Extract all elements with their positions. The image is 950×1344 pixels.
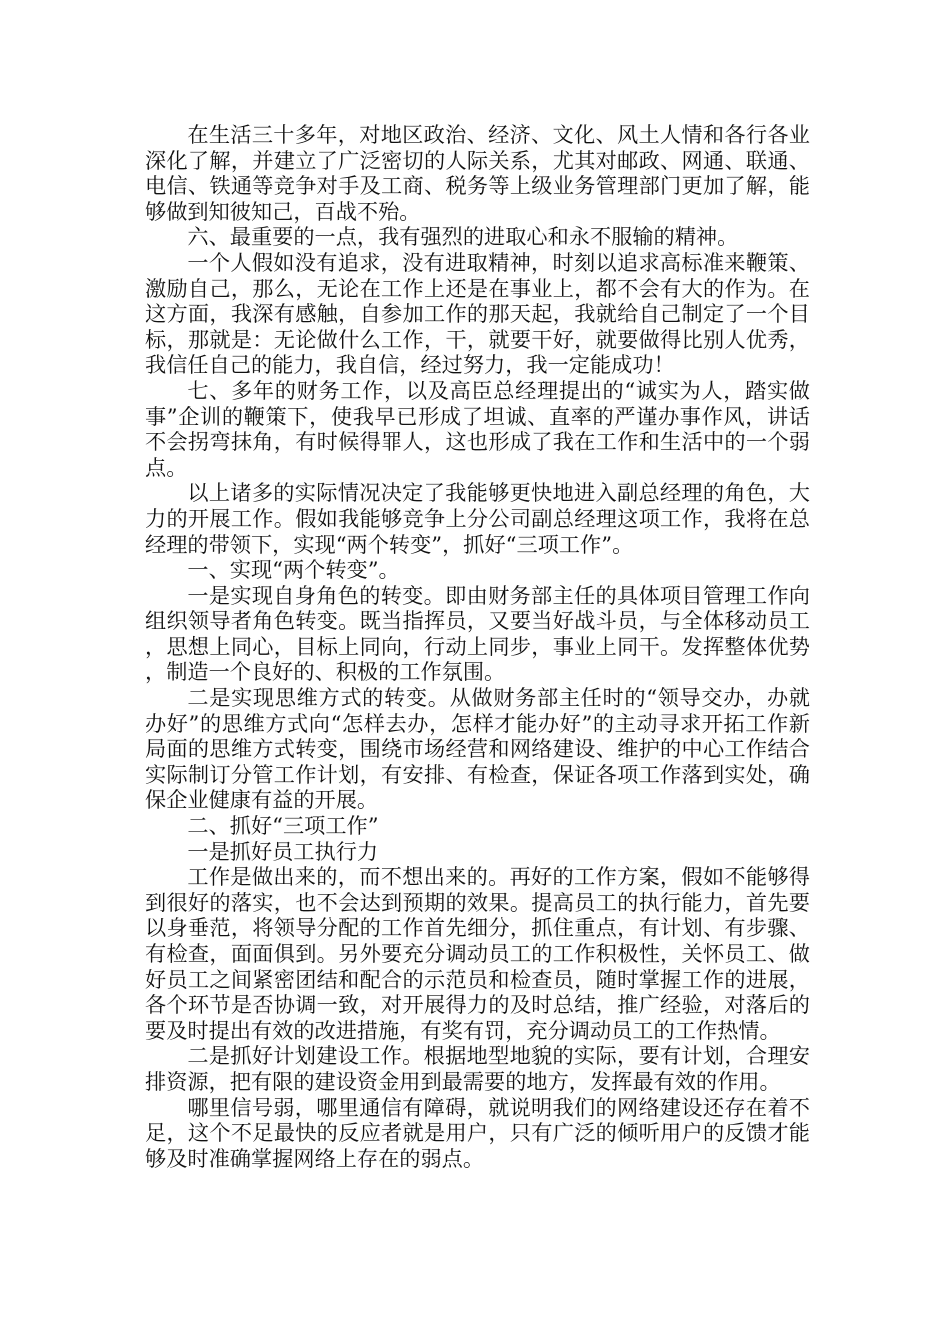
paragraph-7: 一是实现自身角色的转变。即由财务部主任的具体项目管理工作向组织领导者角色转变。既当指挥员，又要当好战斗员，与全体移动员工，思想上同心，目标上同向，行动上同步，事业上同干。发挥整体优势，制造一个良好的、积极的工作氛围。 [145, 582, 810, 685]
paragraph-1: 在生活三十多年，对地区政治、经济、文化、风土人情和各行各业深化了解，并建立了广泛密切的人际关系，尤其对邮政、网通、联通、电信、铁通等竞争对手及工商、税务等上级业务管理部门更加了解，能够做到知彼知己，百战不殆。 [145, 122, 810, 224]
document-body [145, 122, 810, 1171]
section-heading-1: 一、实现“两个转变”。 [187, 557, 400, 583]
subsection-heading-1: 一是抓好员工执行力 [187, 838, 379, 864]
paragraph-5: 以上诸多的实际情况决定了我能够更快地进入副总经理的角色，大力的开展工作。假如我能够竞争上分公司副总经理这项工作，我将在总经理的带领下，实现“两个转变”，抓好“三项工作”。 [145, 480, 810, 557]
paragraph-4: 七、多年的财务工作，以及高臣总经理提出的“诚实为人，踏实做事”企训的鞭策下，使我早已形成了坦诚、直率的严谨办事作风，讲话不会拐弯抹角，有时候得罪人，这也形成了我在工作和生活中的一个弱点。 [145, 377, 810, 480]
section-heading-2: 二、抓好“三项工作” [187, 813, 379, 839]
paragraph-8: 二是实现思维方式的转变。从做财务部主任时的“领导交办，办就办好”的思维方式向“怎样去办，怎样才能办好”的主动寻求开拓工作新局面的思维方式转变，围绕市场经营和网络建设、维护的中心工作结合实际制订分管工作计划，有安排、有检查，保证各项工作落到实处，确保企业健康有益的开展。 [145, 685, 810, 813]
paragraph-11: 工作是做出来的，而不想出来的。再好的工作方案，假如不能够得到很好的落实，也不会达到预期的效果。提高员工的执行能力，首先要以身垂范，将领导分配的工作首先细分，抓住重点，有计划、有步骤、有检查，面面俱到。另外要充分调动员工的工作积极性，关怀员工、做好员工之间紧密团结和配合的示范员和检查员，随时掌握工作的进展，各个环节是否协调一致，对开展得力的及时总结，推广经验，对落后的要及时提出有效的改进措施，有奖有罚，充分调动员工的工作热情。 [145, 864, 810, 1043]
paragraph-2: 六、最重要的一点，我有强烈的进取心和永不服输的精神。 [187, 224, 739, 250]
paragraph-3: 一个人假如没有追求，没有进取精神，时刻以追求高标准来鞭策、激励自己，那么，无论在工作上还是在事业上，都不会有大的作为。在这方面，我深有感触，自参加工作的那天起，我就给自己制定了一个目标，那就是：无论做什么工作，干，就要干好，就要做得比别人优秀，我信任自己的能力，我自信，经过努力，我一定能成功！ [145, 249, 810, 378]
paragraph-13: 哪里信号弱，哪里通信有障碍，就说明我们的网络建设还存在着不足，这个不足最快的反应者就是用户，只有广泛的倾听用户的反馈才能够及时准确掌握网络上存在的弱点。 [145, 1094, 810, 1171]
paragraph-12: 二是抓好计划建设工作。根据地型地貌的实际，要有计划，合理安排资源，把有限的建设资金用到最需要的地方，发挥最有效的作用。 [145, 1043, 810, 1094]
